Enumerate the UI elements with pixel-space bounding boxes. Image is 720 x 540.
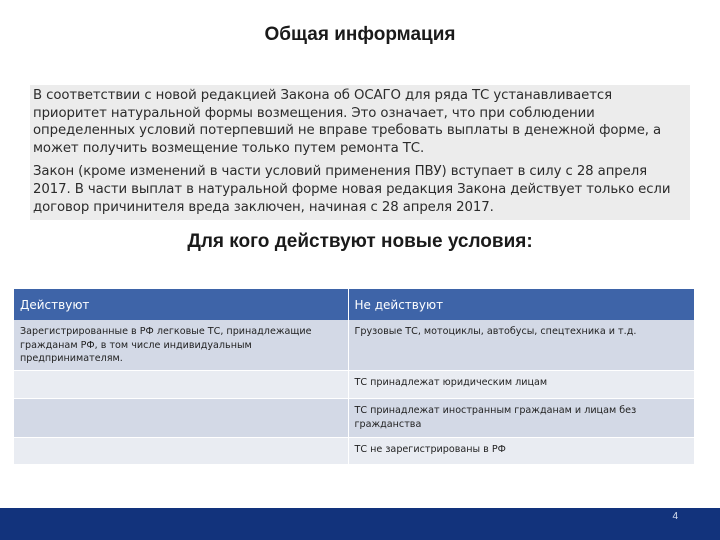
- table-cell: Зарегистрированные в РФ легковые ТС, принадлежащие гражданам РФ, в том числе индивидуальным предпринимателям.: [14, 320, 348, 371]
- header-not-applies: Не действуют: [348, 289, 695, 320]
- page-number: 4: [672, 511, 678, 522]
- header-applies: Действуют: [14, 289, 348, 320]
- table-row: [14, 371, 695, 399]
- table-cell: ТС принадлежат юридическим лицам: [348, 371, 695, 399]
- table-cell: [14, 399, 348, 438]
- footer-bar: [0, 508, 720, 540]
- table-row: [14, 399, 695, 438]
- table-header-row: [14, 289, 695, 320]
- table-row: [14, 438, 695, 465]
- table-cell: [14, 371, 348, 399]
- intro-paragraph-1: В соответствии с новой редакцией Закона об ОСАГО для ряда ТС устанавливается приоритет натуральной формы возмещения. Это означает, что при соблюдении определенных условий потерпевший не вправе требовать выплаты в денежной форме, а может получить возмещение только путем ремонта ТС.: [33, 88, 662, 156]
- subheading: Для кого действуют новые условия:: [187, 231, 533, 252]
- table-cell: Грузовые ТС, мотоциклы, автобусы, спецтехника и т.д.: [348, 320, 695, 371]
- table-cell: [14, 438, 348, 465]
- intro-paragraph-2: Закон (кроме изменений в части условий применения ПВУ) вступает в силу с 28 апреля 2017. В части выплат в натуральной форме новая редакция Закона действует только если договор причинителя вреда заключен, начиная с 28 апреля 2017.: [33, 164, 671, 215]
- intro-box: [30, 85, 690, 220]
- table-row: [14, 320, 695, 371]
- table-cell: ТС принадлежат иностранным гражданам и лицам без гражданства: [348, 399, 695, 438]
- table-cell: ТС не зарегистрированы в РФ: [348, 438, 695, 465]
- conditions-table: [14, 289, 695, 465]
- slide-title: Общая информация: [264, 24, 456, 45]
